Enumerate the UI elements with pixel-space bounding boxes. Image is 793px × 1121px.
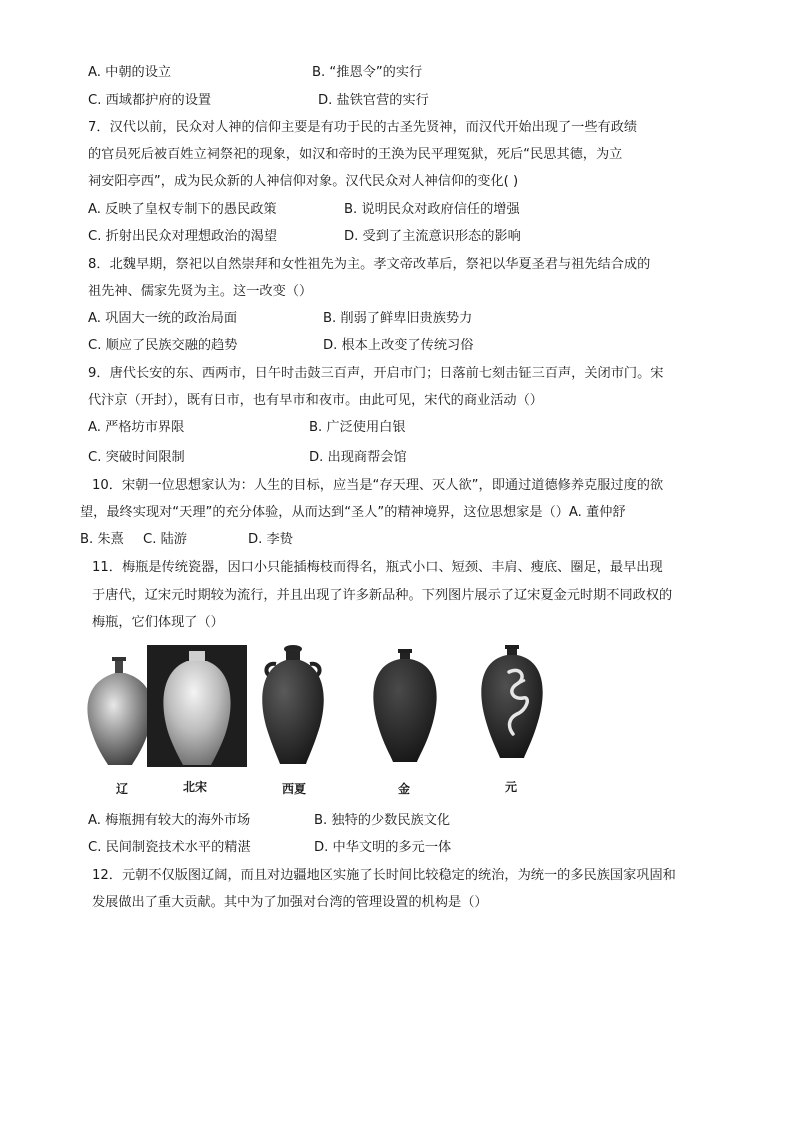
q9-option-b: B. 广泛使用白银 (309, 420, 406, 435)
q11-stem-line-1: 11．梅瓶是传统瓷器，因口小只能插梅枝而得名，瓶式小口、短颈、丰肩、瘦底、圈足，最早出现 (92, 560, 663, 575)
q11-option-d: D. 中华文明的多元一体 (314, 840, 452, 855)
western-xia-vase-image (256, 644, 330, 770)
q7-stem-line-1: 7．汉代以前，民众对人神的信仰主要是有功于民的古圣先贤神，而汉代开始出现了一些有政绩 (88, 120, 638, 135)
yuan-vase-image (477, 644, 547, 764)
caption-northern-song: 北宋 (183, 780, 208, 794)
q9-stem-line-2: 代汴京（开封），既有日市，也有早市和夜市。由此可见，宋代的商业活动（） (88, 393, 543, 408)
q11-stem-line-2: 于唐代，辽宋元时期较为流行，并且出现了许多新品种。下列图片展示了辽宋夏金元时期不同政权的 (92, 588, 673, 603)
q9-option-d: D. 出现商帮会馆 (309, 450, 407, 465)
q10-option-c: C. 陆游 (143, 532, 187, 547)
q6-option-d: D. 盐铁官营的实行 (318, 93, 429, 108)
q11-option-b: B. 独特的少数民族文化 (314, 813, 451, 828)
q8-option-d: D. 根本上改变了传统习俗 (323, 338, 474, 353)
q9-option-a: A. 严格坊市界限 (88, 420, 185, 435)
caption-western-xia: 西夏 (282, 782, 307, 796)
caption-liao: 辽 (116, 782, 129, 796)
q7-option-b: B. 说明民众对政府信任的增强 (344, 202, 520, 217)
q10-stem-line-2: 望，最终实现对“天理”的充分体验，从而达到“圣人”的精神境界，这位思想家是（）A. 董仲舒 (80, 505, 626, 520)
q6-option-b: B. “推恩令”的实行 (312, 65, 423, 80)
q7-option-c: C. 折射出民众对理想政治的渴望 (88, 229, 278, 244)
q7-stem-line-3: 祠安阳亭西”，成为民众新的人神信仰对象。汉代民众对人神信仰的变化( ) (88, 174, 519, 189)
q7-option-d: D. 受到了主流意识形态的影响 (344, 229, 521, 244)
q9-option-c: C. 突破时间限制 (88, 450, 185, 465)
q8-option-c: C. 顺应了民族交融的趋势 (88, 338, 238, 353)
q10-stem-line-1: 10．宋朝一位思想家认为：人生的目标，应当是“存天理、灭人欲”，即通过道德修养克服过度的欲 (92, 478, 664, 493)
q7-stem-line-2: 的官员死后被百姓立祠祭祀的现象，如汉和帝时的王涣为民平理冤狱，死后“民思其德，为立 (88, 147, 623, 162)
q8-stem-line-2: 祖先神、儒家先贤为主。这一改变（） (88, 284, 313, 299)
northern-song-vase-image (147, 645, 247, 771)
q12-stem-line-2: 发展做出了重大贡献。其中为了加强对台湾的管理设置的机构是（） (92, 895, 488, 910)
jin-vase-image (369, 648, 441, 768)
q11-option-a: A. 梅瓶拥有较大的海外市场 (88, 813, 251, 828)
q8-stem-line-1: 8．北魏早期，祭祀以自然崇拜和女性祖先为主。孝文帝改革后，祭祀以华夏圣君与祖先结合成的 (88, 257, 651, 272)
q12-stem-line-1: 12．元朝不仅版图辽阔，而且对边疆地区实施了长时间比较稳定的统治，为统一的多民族国家巩固和 (92, 868, 676, 883)
q7-option-a: A. 反映了皇权专制下的愚民政策 (88, 202, 277, 217)
q11-option-c: C. 民间制瓷技术水平的精湛 (88, 840, 251, 855)
q8-option-b: B. 削弱了鲜卑旧贵族势力 (323, 311, 473, 326)
caption-yuan: 元 (505, 780, 518, 794)
q10-option-b: B. 朱熹 (80, 532, 124, 547)
q11-stem-line-3: 梅瓶，它们体现了（） (92, 615, 224, 630)
q10-option-d: D. 李贽 (248, 532, 293, 547)
q6-option-a: A. 中朝的设立 (88, 65, 172, 80)
q6-option-c: C. 西域都护府的设置 (88, 93, 212, 108)
q9-stem-line-1: 9．唐代长安的东、西两市，日午时击鼓三百声，开启市门；日落前七刻击钲三百声，关闭市门。宋 (88, 366, 664, 381)
q8-option-a: A. 巩固大一统的政治局面 (88, 311, 238, 326)
caption-jin: 金 (398, 782, 411, 796)
